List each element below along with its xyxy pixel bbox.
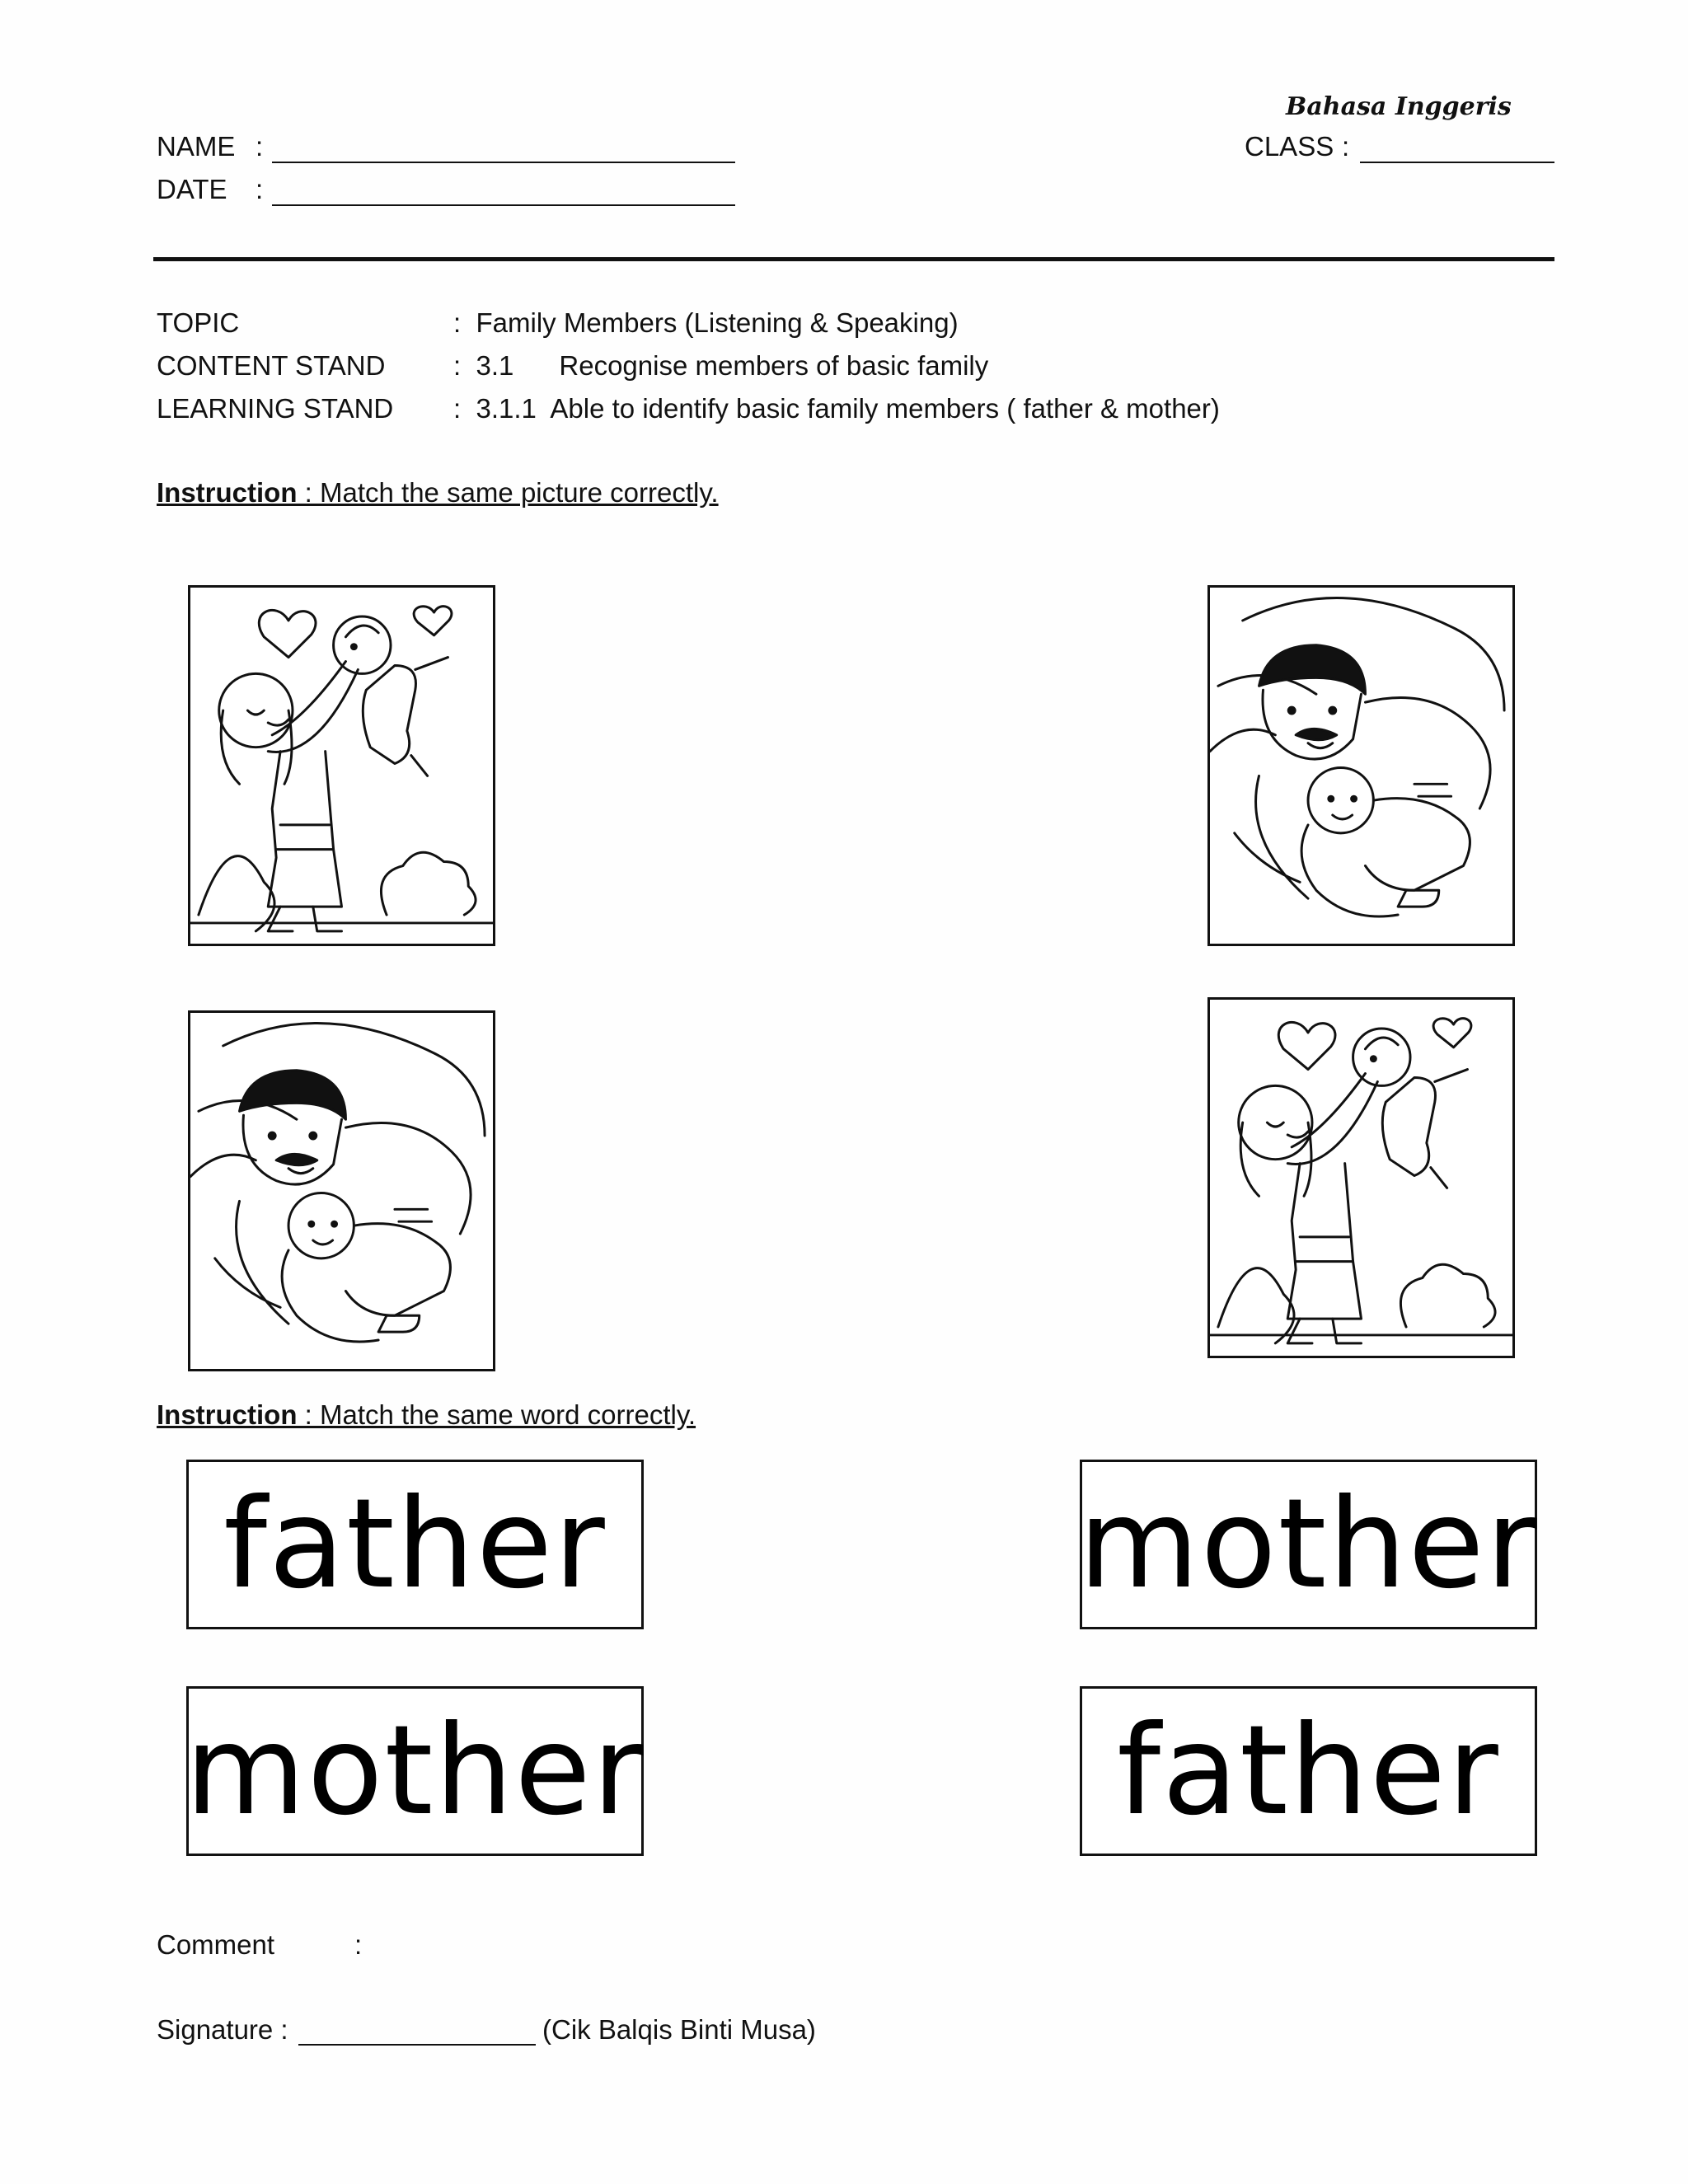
class-colon: : [1342, 131, 1350, 162]
subject-title: Bahasa Inggeris [1286, 92, 1512, 121]
name-colon: : [256, 131, 264, 162]
name-label: NAME [157, 131, 236, 162]
content-standard-value: : 3.1 Recognise members of basic family [453, 350, 989, 381]
class-field-line[interactable] [1360, 162, 1554, 163]
signature-line[interactable] [298, 2044, 536, 2046]
comment-label: Comment [157, 1929, 275, 1960]
class-label: CLASS [1245, 131, 1334, 162]
father-baby-illustration-icon [190, 1013, 493, 1369]
topic-label: TOPIC [157, 307, 240, 338]
mother-baby-illustration-icon [1210, 1000, 1512, 1356]
instruction-word-bold: Instruction [157, 1399, 298, 1430]
header-divider [153, 257, 1554, 261]
signature-label: Signature : [157, 2014, 288, 2045]
instruction-picture-text: : Match the same picture correctly. [297, 477, 719, 508]
word-box-left-1[interactable] [186, 1460, 644, 1629]
word-box-right-1[interactable] [1080, 1460, 1537, 1629]
instruction-picture-bold: Instruction [157, 477, 298, 508]
word-left-1: father [223, 1473, 607, 1616]
picture-father-left[interactable] [188, 1010, 495, 1371]
instruction-word-text: : Match the same word correctly. [297, 1399, 696, 1430]
picture-mother-left[interactable] [188, 585, 495, 946]
date-colon: : [256, 174, 264, 204]
content-standard-label: CONTENT STAND [157, 350, 386, 381]
mother-baby-illustration-icon [190, 588, 493, 944]
name-field-line[interactable] [272, 162, 735, 163]
picture-mother-right[interactable] [1207, 997, 1515, 1358]
learning-standard-value: : 3.1.1 Able to identify basic family members ( father & mother) [453, 393, 1220, 424]
topic-value: : Family Members (Listening & Speaking) [453, 307, 959, 338]
comment-colon: : [354, 1929, 363, 1960]
word-box-left-2[interactable] [186, 1686, 644, 1856]
date-field-line[interactable] [272, 204, 735, 206]
word-right-1: mother [1078, 1473, 1539, 1616]
instruction-picture [157, 476, 719, 509]
learning-standard-label: LEARNING STAND [157, 393, 394, 424]
word-right-2: father [1117, 1699, 1500, 1843]
father-baby-illustration-icon [1210, 588, 1512, 944]
instruction-word [157, 1399, 696, 1432]
date-label: DATE [157, 174, 227, 204]
signature-name: (Cik Balqis Binti Musa) [542, 2014, 816, 2045]
word-left-2: mother [185, 1699, 645, 1843]
picture-father-right[interactable] [1207, 585, 1515, 946]
word-box-right-2[interactable] [1080, 1686, 1537, 1856]
